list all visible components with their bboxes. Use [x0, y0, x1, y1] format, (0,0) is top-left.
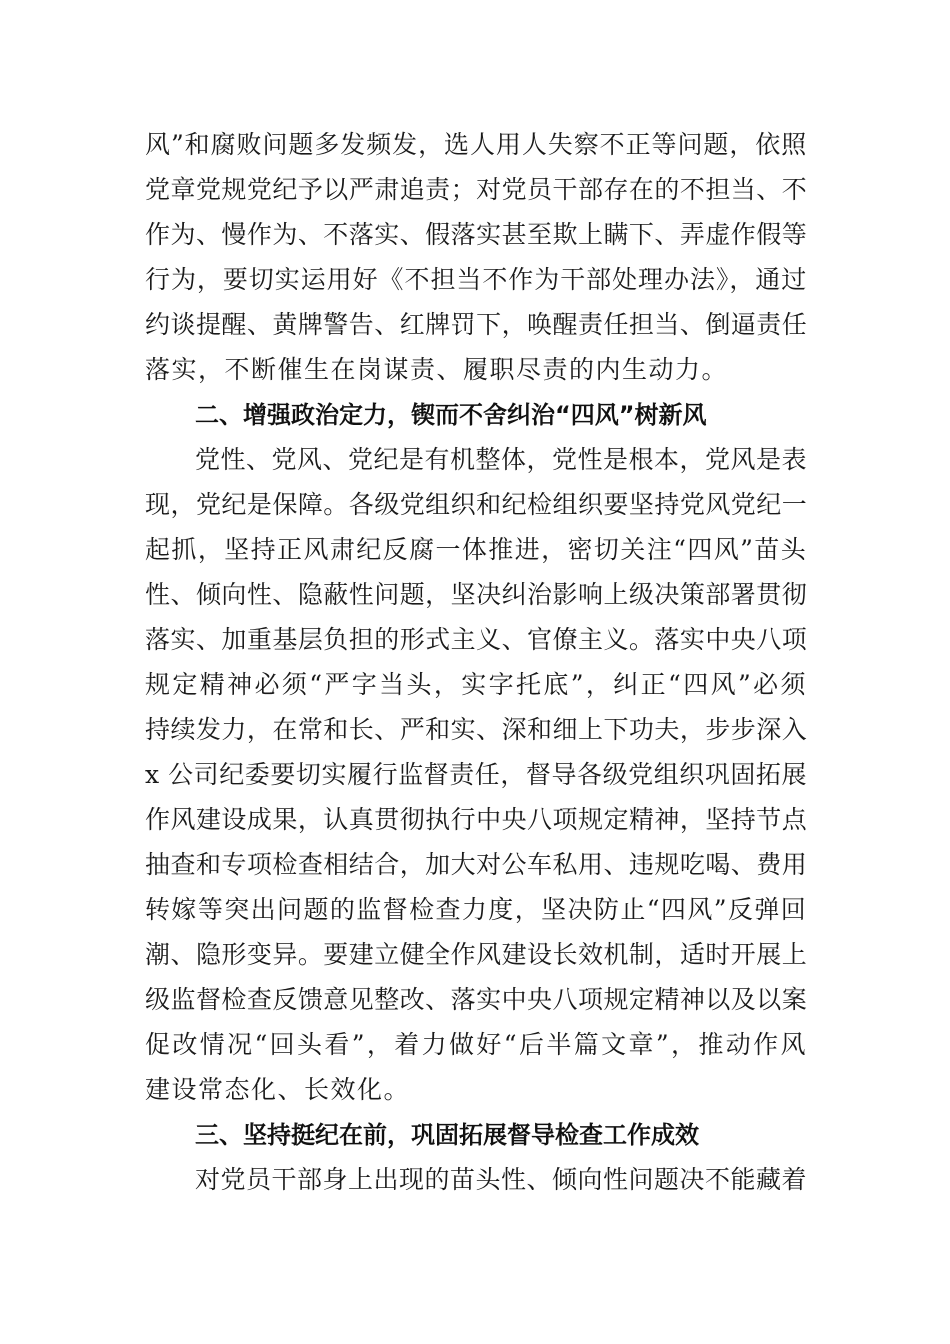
paragraph-line: 党性、党风、党纪是有机整体，党性是根本，党风是表: [195, 445, 808, 474]
paragraph-line: 行为，要切实运用好《不担当不作为干部处理办法》，通过: [145, 265, 807, 294]
paragraph-line: 转嫁等突出问题的监督检查力度，坚决防止“四风”反弹回: [145, 895, 807, 924]
paragraph-line: 规定精神必须“严字当头，实字托底”，纠正“四风”必须: [145, 670, 807, 699]
paragraph-line: 党章党规党纪予以严肃追责；对党员干部存在的不担当、不: [145, 175, 807, 204]
paragraph-line: x 公司纪委要切实履行监督责任，督导各级党组织巩固拓展: [145, 760, 807, 789]
paragraph-line: 风”和腐败问题多发频发，选人用人失察不正等问题，依照: [145, 130, 807, 159]
paragraph-line: 作风建设成果，认真贯彻执行中央八项规定精神，坚持节点: [145, 805, 807, 834]
paragraph-line: 抽查和专项检查相结合，加大对公车私用、违规吃喝、费用: [145, 850, 807, 879]
paragraph-line: 作为、慢作为、不落实、假落实甚至欺上瞒下、弄虚作假等: [145, 220, 807, 249]
section-heading-2: 二、增强政治定力，锲而不舍纠治“四风”树新风: [195, 401, 707, 429]
paragraph-line: 现，党纪是保障。各级党组织和纪检组织要坚持党风党纪一: [145, 490, 807, 519]
paragraph-line: 潮、隐形变异。要建立健全作风建设长效机制，适时开展上: [145, 940, 807, 969]
paragraph-line: 约谈提醒、黄牌警告、红牌罚下，唤醒责任担当、倒逼责任: [145, 310, 807, 339]
paragraph-line: 对党员干部身上出现的苗头性、倾向性问题决不能藏着: [195, 1165, 808, 1194]
paragraph-line: 级监督检查反馈意见整改、落实中央八项规定精神以及以案: [145, 985, 807, 1014]
paragraph-line: 落实，不断催生在岗谋责、履职尽责的内生动力。: [145, 355, 729, 384]
paragraph-line: 建设常态化、长效化。: [145, 1075, 411, 1104]
paragraph-line: 落实、加重基层负担的形式主义、官僚主义。落实中央八项: [145, 625, 807, 654]
paragraph-line: 促改情况“回头看”，着力做好“后半篇文章”，推动作风: [145, 1030, 807, 1059]
paragraph-line: 持续发力，在常和长、严和实、深和细上下功夫，步步深入: [145, 715, 807, 744]
paragraph-line: 起抓，坚持正风肃纪反腐一体推进，密切关注“四风”苗头: [145, 535, 807, 564]
paragraph-line: 性、倾向性、隐蔽性问题，坚决纠治影响上级决策部署贯彻: [145, 580, 807, 609]
section-heading-3: 三、坚持挺纪在前，巩固拓展督导检查工作成效: [195, 1121, 699, 1149]
